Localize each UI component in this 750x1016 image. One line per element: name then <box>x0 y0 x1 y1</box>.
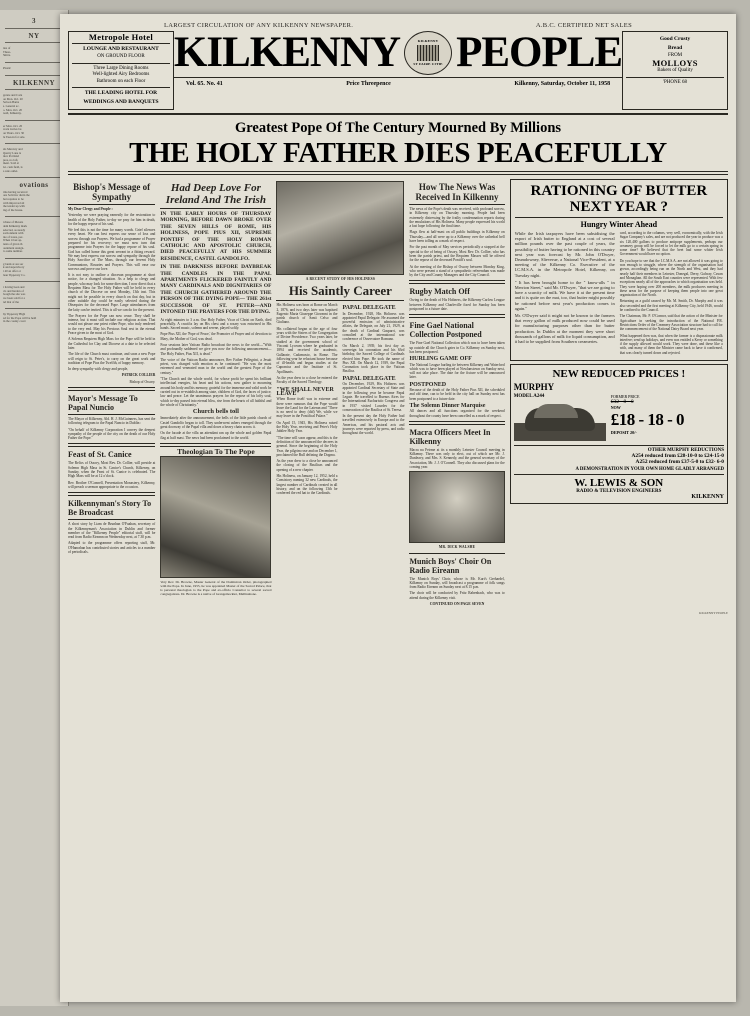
paragraph: On the facade at the villa an attendant ran up the whole and golden Papal flag at half mast. The news had been proclaimed to the world. <box>160 431 272 440</box>
paragraph: Macra na Feirme at its a monthly Leinster Council meeting in Kilkenny. There was only to elect, out of which are Mr. J. Dunleavy, and Mrs. S. Kennedy, and the general secretary of the Association, Mr. J. J. O'Connell. They also discussed plans for the coming year. <box>409 447 505 469</box>
paragraph: His collateral began at the age of four years with the Sisters of the Congregation of Divine Providence. Two years later, he studied at the government school of Visconti Lyceum where he graduated in 1894 and received the academic, Gallarate, Cadamosto, in Rome. The following year he reluctant house because of ill-health and began studies at the Capranica and the Institute of St. Apollinaris. <box>276 326 338 374</box>
subhead-solemn-dinner: The Solemn Dinner Marquise <box>409 402 486 409</box>
photo-dr-browne-with-pope <box>160 456 271 578</box>
signature-title: Bishop of Ossory. <box>129 379 156 384</box>
background-heading: NY <box>28 31 40 40</box>
headline-mayors-message: Mayor's Message To Papal Nuncio <box>68 393 138 412</box>
paragraph: Yesterday we were praying earnestly for the restoration to health of the Holy Father, to-day we pray for him in death, for the happy repose of his soul. <box>68 213 156 226</box>
ad-brand: MURPHY <box>513 382 555 393</box>
paragraph: Because of the death of the Holy Father Pius XII, the scheduled and old time, can to be held in the city hall on Sunday next has been postponed to a future date. <box>409 388 505 401</box>
ad-name: MOLLOYS <box>652 57 698 68</box>
paragraph: " It has been brought home to the " know-alls " in Merrion Street," said Mr. O'Dwyer, "that we are going to have a scarcity of milk. We have it at the present time and it is quite on the mat, too, that butter might possibly be rationed before next year's production comes in again." <box>514 279 615 311</box>
ad-other-reductions-label: OTHER MURPHY REDUCTIONS <box>647 448 724 454</box>
ad-demo-offer: A DEMONSTRATION IN YOUR OWN HOME GLADLY ARRANGED <box>575 467 724 473</box>
paragraph: Adapted to the programme offers reporting staff, Mr. O'Hanrahan has contributed stories and articles to a number of periodicals. <box>68 541 156 555</box>
column-saintly-career <box>276 179 404 608</box>
main-headline: THE HOLY FATHER DIES PEACEFULLY <box>129 137 667 169</box>
product-image-radio <box>514 401 606 441</box>
ad-dealer-town: KILKENNY <box>691 494 724 501</box>
ad-deposit: DEPOSIT 20/- <box>610 430 637 436</box>
headline-rationing-of-butter: RATIONING OF BUTTER NEXT YEAR ? <box>530 183 708 215</box>
column-bishops-message <box>68 179 155 608</box>
subhead-we-shall-never-leave: "WE SHALL NEVER LEAVE" <box>276 386 334 397</box>
subhead-hungry-winter: Hungry Winter Ahead <box>580 220 658 229</box>
paragraph: A short story by Liam de Brunhan O'Fuahan, secretary of the Kilkennyman's Association in Dublin and former member of the "Kilkenny People" editorial staff, will be read from Radio Eireann on Wednesday next, at 7.30 p.m. <box>68 522 156 540</box>
paragraph: At eight minutes to 3 a.m. Our Holy Father, Vicar of Christ on Earth, died peacefully. A crucifix lay on His chest and a rosary was entwined in His hands. Sacred music, solemn and serene, played softly. <box>160 317 272 331</box>
subhead-theologian-to-the-pope: Theologian To The Pope <box>177 446 255 456</box>
paragraph: The life of the Church must continue, and soon a new Pope will reign to St. Peter's, to carry on the great work and tradition of Pope Pius the Twelfth, of happy memory. <box>68 352 156 365</box>
ad-former-price-label: FORMER PRICE <box>610 394 640 400</box>
ad-line: 'PHONE 68 <box>663 79 687 85</box>
paragraph: Rev. Brother O'Connell, Presentation Monastery, Kilkenny, will preach a sermon appropriate to the occasion. <box>68 480 156 489</box>
ad-reduction-line: A252 reduced from £37-5-0 to £32- 6-0 <box>635 459 724 466</box>
signature-name: PATRICK COLLIER <box>121 373 156 378</box>
paragraph: The voice of the Vatican Radio announcer, Rev Father Pellegrini, a Jesuit priest, was charged with emotion as he continued: "He was the most esteemed and venerated man in the world and the greatest Pope of the century." <box>160 357 272 375</box>
headline-fine-gael-collection: Fine Gael National Collection Postponed <box>409 321 482 340</box>
subhead-postponed: POSTPONED <box>409 381 447 388</box>
paragraph: The Fine Gael National Collection which was to have been taken up outside all the Church gates in Co. Kilkenny on Sunday next, has been postponed. <box>409 341 505 354</box>
column-how-news-received <box>409 179 504 608</box>
paragraph: It is not easy to outline a diocesan programme at short notice, for a changed situation. As a help to clergy and people, who may look for some direction, I now direct that a Requiem Mass for The Holy Father will be held in every church of the Diocese on next Monday, 13th inst. This might not be possible in every church on that day, but in other suitable day could be easily selected during the Obsequies for the deceased Pope. Large attendances from the laity can be invited. This is all we can do for the present. <box>68 273 156 312</box>
column-butter-rationing <box>510 179 728 608</box>
paragraph: Immediately after the announcement, the bells of the little parish church of Castel Gandolfo began to toll. They underwent ushers emerged through the great doorway of the Papal villa and down a heavy chain across it. <box>160 416 272 430</box>
paragraph: Returning as a guild caused by Mr. M. Smith, Dr. Murphy and it was also seconded and the first meeting at Kilkenny City, held 1946, would be confined to the Council. <box>619 299 723 313</box>
paragraph: We feel this is not the time for many words. Grief silences every heart. We can best express our sense of loss and sorrow through our Prayers. We had a programme of Prayer prepared for his recovery; we must now turn that programme into Prayers for the happy repose of his soul. God has called home this great servant in a fitting reward. We may best express our sorrow and sympathy through the Holy Sacrifice of The Mass, through our fervent Holy Communions, Rosaries and Prayers. This will ease our sorrows and prove our love. <box>68 228 156 271</box>
paragraph: The Relics of Ossory, Most Rev. Dr. Collier, will preside at Solemn High Mass in St. Canice's Church, Kilkenny, on Sunday, when the Feast of St. Canice is celebrated. The High Mass will be at 12 o'clock. <box>68 461 156 479</box>
paragraph: As the year drew to a close he entered the Faculty of the Sacred Theology. <box>276 376 338 385</box>
paragraph: A Solemn Requiem High Mass for the Pope will be held in the Cathedral for Clay and Diocese at a date to be selected later. <box>68 337 156 350</box>
ad-line: LOUNGE AND RESTAURANT <box>83 45 159 52</box>
paragraph: "On behalf of Kilkenny Corporation I convey the deepest sympathy of the people of the city on the death of our Holy Father the Pope." <box>68 427 156 441</box>
headline-his-saintly-career: His Saintly Career <box>288 283 392 299</box>
paragraph: Four sessions later Vatican Radio broadcast the news to the world—"With and profoundly saddened we give you now the following announcement—The Holy Father, Pius XII, is dead." <box>160 342 272 356</box>
paragraph: Pope Pius XII, the 'Pope of Peace,' the Promoter of Prayer and of devotion to Mary, the Mother of God, was dead. <box>160 332 272 341</box>
price: Price Threepence <box>346 81 391 87</box>
paragraph: On March 2, 1939, his first day as sovereign his coronation and his 63rd birthday, the Sacred College of Cardinals elected him Pope. He took the name of Pius XII. On March 12, 1939, the Papal Coronation took place in the Vatican Basilica. <box>342 343 405 374</box>
paragraph: The Chairman, Mr. P. O'Connor, said that the action of the Minister for Agriculture in seeking the introduction of the National P.R. Restrictions Order of the Creamery Association structure had to call for the commencement of the National Dairy Board next year. <box>619 314 723 332</box>
headline-kilkennymans-story: Kilkennyman's Story To Be Broadcast <box>68 499 152 518</box>
subhead-papal-delegate-2: PAPAL DELEGATE <box>342 375 396 382</box>
photo-caption: MR. DICK WALSHE <box>438 545 476 550</box>
paragraph: The Munich Boys' Choir, whose is Mr. Kurt's Gerhardel, Kilkenny on Sunday, will broadcast a programme of folk songs from Radio Eireann on Sunday next at 8.15 p.m. <box>409 576 505 590</box>
ad-line: THE LEADING HOTEL FOR <box>84 90 158 96</box>
paragraph: On December, 1929, His Holiness was appointed Cardinal Secretary of State and in the following year he became Papal Legate. He travelled to Buenos Aires for the International Eucharistic Congress and in 1937 visited Lourdes for the consecration of the Basilica of St. Teresa. <box>342 382 405 412</box>
front-page-sheet <box>60 14 736 1002</box>
kilkenny-crest-icon <box>404 31 452 75</box>
background-heading: KILKENNY <box>12 78 56 87</box>
newspaper-title <box>174 31 622 75</box>
ad-headline: NEW REDUCED PRICES ! <box>552 368 686 381</box>
paragraph: In December, 1928, His Holiness was appointed Papal Delegate. He assumed the powerful emission of administrative affairs, the Delegate, on July 21, 1929, at the death of Cardinal Gasparri, was consulted at the international war conference of Osservatore Romano. <box>342 311 405 342</box>
title-right: PEOPLE <box>456 29 623 76</box>
ad-line: ON GROUND FLOOR <box>97 54 145 59</box>
headline-macra-officers-meet: Macra Officers Meet In Kilkenny <box>409 427 491 446</box>
volume-number: Vol. 65. No. 41 <box>185 81 223 87</box>
headline-how-the-news-was-received: How The News Was Received In Kilkenny <box>415 182 499 202</box>
article-columns <box>68 179 728 608</box>
ad-now-label: NOW <box>610 405 621 411</box>
paragraph: In the present day the Holy Father had travelled extensively in Europe and to the Americas, and his pastoral acts and journeys were reported by press, and radio throughout the world. <box>342 414 405 436</box>
crest-top-text: KILKENNY <box>417 39 439 43</box>
background-heading: 3 <box>32 17 36 25</box>
headline-rugby-match-off: Rugby Match Off <box>409 287 470 297</box>
ad-reduction-line: A254 reduced from £28-10-0 to £24-15-0 <box>631 453 724 460</box>
paragraph: Owing to the death of His Holiness, the Kilkenny-Carlow League between Kilkenny and Charleville fixed for Sunday has been postponed to a future date. <box>409 298 505 312</box>
headline-bishops-message: Bishop's Message of Sympathy <box>73 182 151 202</box>
background-text-block: 3 NY ites of Three- Shirts. Plastic KILKENNY gerate and Cork on Mon. Oct. 20 Saloon Barns s. General ac. o. Mon. Oct. 20 reall, Kilkenny. er Mon. Oct. 20 work lorries bu on Thurs. Oct. 30 le Tues.in for sale. als Mercury and Quarry Lane is nice Portland pres, no loft, ment. Sold at Gi. cash field, is a sale outlet. ovations rms having received ons Solicitor durin the hat requires to be with improved alt the tender up with ing of the house. rchase of Messrs dem Kilkenny mark selected, as steady sortionment with nte of loans, per- When it last ap- ients of given th ountment Assign- to same number. g lands at are ser k and supervisory t 40 an offer or lean Tipperary Co. r having been and cts and burden of bough the site was we been sold for a nd that of the hy Tipperary High ad for the Pope will be held in the county court <box>0 10 68 328</box>
headline-feast-of-st-canice: Feast of St. Canice <box>68 450 132 460</box>
paragraph: When Rome itself was in extreme and there were rumours that the Pope would leave the Land for the Lateran and "There is no need to deny (did) We, while we may leave in the Pontifical Palace." <box>276 397 338 419</box>
ad-line: WEDDINGS AND BANQUETS <box>83 98 159 105</box>
paragraph: For the past month of May services periodically a stopped at the special to the of being of Ossory, Most Rev. Dr. Collier, who has been the parish priest, and the Requiem Masses will be offered for the repose of the deceased Pontiff's soul. <box>409 245 505 263</box>
paragraph: All dances and all functions organised for the weekend throughout the county have been cancelled as a mark of respect. <box>409 409 505 418</box>
paragraph: The National League hurling tie between Kilkenny and Waterford which was to have been played at Nowlanstown on Sunday next, will not take place. The date for the fixture will be announced later. <box>409 362 505 380</box>
masthead-subline <box>174 77 622 87</box>
crest-device <box>417 45 439 61</box>
paragraph: Do you hope to see that the I.C.M.S.A. are not allowed it was going to was enough to struggle, where the strength of the organisation had grown, accordingly being run on the North and West, and they had nearly half their members in Leinster, Donegal, Derry, Galway, Cavan and Monaghan. All the South East counties were represented. With few exceptions nearly all of the approaches to which organisation was held. They were hoping over 200 members, the milk producers meeting in these areas for the purpose of keeping them people into one great organisation of the North. <box>619 258 723 298</box>
continuation-note: CONTINUED ON PAGE SEVEN <box>429 602 485 607</box>
ad-line: Three Large Dining Rooms <box>93 65 149 71</box>
paragraph: His Holiness was born at Rome on March 2, 1876, and two days later was baptised Eugenio Maria Giuseppe Giovanni in the parish church of Santi Celso and Giuliano. <box>276 303 338 325</box>
ad-molloys-bakery <box>622 31 728 110</box>
dateline: Kilkenny, Saturday, October 11, 1958 <box>514 81 611 87</box>
ad-metropole-hotel <box>68 31 174 110</box>
paragraph: "The time will soon appear, and this is the definition of the announced the decrees in general. Since the beginning of the Holy Year, the pilgrim rose and on December 1, proclaimed the Bull defining the Dogma. <box>276 435 338 457</box>
crest-bottom-text: ST FAIRE CITIE <box>413 62 443 66</box>
paragraph: As the year drew to a close he announced the closing of the Basilicas and the opening of a new chapter. <box>276 459 338 472</box>
paragraph: My Dear Clergy and People : <box>68 207 113 211</box>
paragraph: card, according to the columns, very well, economically, with the Irish Sugar Company's sales, and are not produced the year in produce was a six 120,400 gallons to produce antipope supplements, perhaps our creamery group will be forced to let the milk go to a certain spring in some time? He believed that the beet had some whiter Irish Government would have no option. <box>619 231 723 257</box>
ad-line: Bathroom on each Floor <box>96 78 146 84</box>
paragraph: Mr. O'Dwyer said it might not be known to the farmers that every gallon of milk produced now could be used for manufacturing purposes other than for butter production. In Dublin at the moment they were short thousands of gallons of milk for liquid consumption, and it had to be supplied from Southern creameries. <box>514 313 615 345</box>
paragraph: The choir will be conducted by Fritz Rabenbach, who was to attend during the Kilkenny visit. <box>409 591 505 600</box>
subhead-papal-delegate: PAPAL DELEGATE <box>342 305 396 312</box>
paragraph: Flags flew at half-mast on all public buildings in Kilkenny on Thursday—and all were up to a Kilkenny over the cathedral bell have been tolling as a mark of respect. <box>409 230 505 244</box>
paragraph: On April 15, 1945, His Holiness raised the Holy Year, receiving and Peter's Holy Jubilee Holy Year. <box>276 420 338 434</box>
ad-line: FROM <box>667 53 683 58</box>
abc-note: A.B.C. CERTIFIED NET SALES <box>535 22 632 29</box>
paragraph: While the Irish taxpayers have been subsidising the export of Irish butter to England at a cost of several million pounds over the past couple of years, the possibility of butter having to be rationed in this country next year was forecast by Mr. John O'Dwyer, Drumdowney, Slieverue, a National Vice-President, at a meeting of the Kilkenny Co. Executive of the I.C.M.S.A. in the Metropole Hotel, Kilkenny, on Tuesday night. <box>514 231 615 278</box>
ad-now-price: £18 - 18 - 0 <box>610 410 685 430</box>
paragraph: At the meeting of the Bishop of Ossory between Monday King, who were present a stand of a sympathetic referendum was made by the City and County Managers and the City Council. <box>409 264 505 278</box>
paragraph: The news of the Pope's death was received, with profound sorrow, in Kilkenny city on Thursday morning. People had been extremely distressing by the frailty condemnation reports during the emulations of His Holiness. Many people expressed his world a fast hope following the final time. <box>409 207 505 229</box>
subhead-hurling-game-off: HURLING GAME OFF <box>409 356 472 363</box>
photo-caption: A RECENT STUDY OF HIS HOLINESS <box>305 277 376 281</box>
ad-line: Bakers of Quality <box>657 68 693 73</box>
ad-murphy-radio <box>510 364 728 504</box>
paragraph: What happened then was, that when the farmer is a dispassionate milk interfere; send up holidays, and even was entitled a Kerry or something if the supply allowed would work. They were done, and these like a with, and many of them the Minister came back to have it confirmed, that was clearly turned down and rejected. <box>619 333 723 355</box>
deck-headline: Greatest Pope Of The Century Mourned By Millions <box>234 120 562 136</box>
headline-munich-boys-choir: Munich Boys' Choir On Radio Eireann <box>409 556 492 575</box>
background-page-edge <box>0 10 69 1006</box>
circulation-note: LARGEST CIRCULATION OF ANY KILKENNY NEWSPAPER. <box>164 22 354 29</box>
page-footer-mark: KILKENNY PEOPLE <box>699 611 728 616</box>
ad-former-price: £32 - 8 - 0 <box>610 399 634 406</box>
lead-paragraph: IN THE EARLY HOURS OF THURSDAY MORNING, BEFORE DAWN BROKE OVER THE SEVEN HILLS OF ROME, HIS HOLINESS, POPE PIUS XII, SUPREME PONTIFF OF THE HOLY ROMAN CATHOLIC AND APOSTOLIC CHURCH, DIED PEACEFULLY AT HIS SUMMER RESIDENCE, CASTEL GANDOLFO. <box>160 211 272 262</box>
paragraph: "The Church and the whole world, for whose profit he spent his brilliant intellectual energies, his heart and his actions, now gather to mourning around his body and his memory, grateful for the immense and valid work he carried out in re-establish among state, children of God, the faces of justice, law and peace. Let the unanimous prayers for the repose of his lofty soul, which to-day passed into eternal bliss, rise from the hearts of all faithful and the whole of Christianity." <box>160 377 272 407</box>
ad-name: Metropole Hotel <box>88 32 153 42</box>
paragraph: His Holiness, on January 12, 1952, held a Consistory naming 32 new Cardinals, the largest number of Cardinals created in all history, and on the following 13th he conferred the red hat to the Cardinals. <box>276 473 338 496</box>
lead-paragraph: IN THE DARKNESS BEFORE DAYBREAK THE CANDLES IN THE PAPAL APARTMENTS FLICKERED FAINTLY AND MANY CARDINALS AND DIGNITARIES OF THE CHURCH GATHERED AROUND THE PERSON OF THE DYING POPE— THE 261st SUCCESSOR OF ST. PETER—AND INTONED THE PRAYERS FOR THE DYING. <box>160 264 272 316</box>
subhead-church-bells-toll: Church bells toll <box>192 408 239 416</box>
ad-model: MODEL A244 <box>513 394 545 400</box>
photo-caption: Very Rev. Dr. Browne, Master General of the Dominican Order, photographed with the Pope. In June, 1955, he was appointed Master of the Sacred Palace, that is personal theologian to the Pope and ex-officio Consultor to several sacred congregations. Dr. Browne is a native of Grangemockler, Mullinahone. <box>160 580 272 597</box>
ad-line: Well-lighted Airy Bedrooms <box>92 72 150 77</box>
photo-pope-pius-xii <box>276 181 404 275</box>
photo-mr-dick-walshe <box>409 471 504 543</box>
ad-line: Bread <box>667 44 683 51</box>
paragraph: The Mayor of Kilkenny, Ald. H. J. McGuinness, has sent the following telegram to the Papal Nuncio in Dublin : <box>68 416 156 426</box>
title-left: KILKENNY <box>173 29 401 76</box>
paragraph: In deep sympathy with clergy and people, <box>68 367 129 372</box>
headline-deep-love: Had Deep Love For Ireland And The Irish <box>165 182 266 206</box>
masthead-title-area <box>174 31 622 110</box>
ad-dealer-name: W. LEWIS & SON <box>574 477 664 490</box>
paragraph: The Prayers for the Pope can now cease. They shall be intense, but it must still include our religious action. That would not please one priest either Pope, who truly rendered to the very end. May his Precious Soul rest in the eternal Peace given to the most of God. <box>68 313 156 336</box>
ad-dealer-trade: RADIO & TELEVISION ENGINEERS <box>576 489 662 495</box>
column-deep-love-for-ireland <box>160 179 271 608</box>
masthead-topline <box>68 22 728 29</box>
masthead <box>68 31 728 110</box>
ad-line: Good Crusty <box>659 36 691 42</box>
background-heading: ovations <box>19 181 49 190</box>
